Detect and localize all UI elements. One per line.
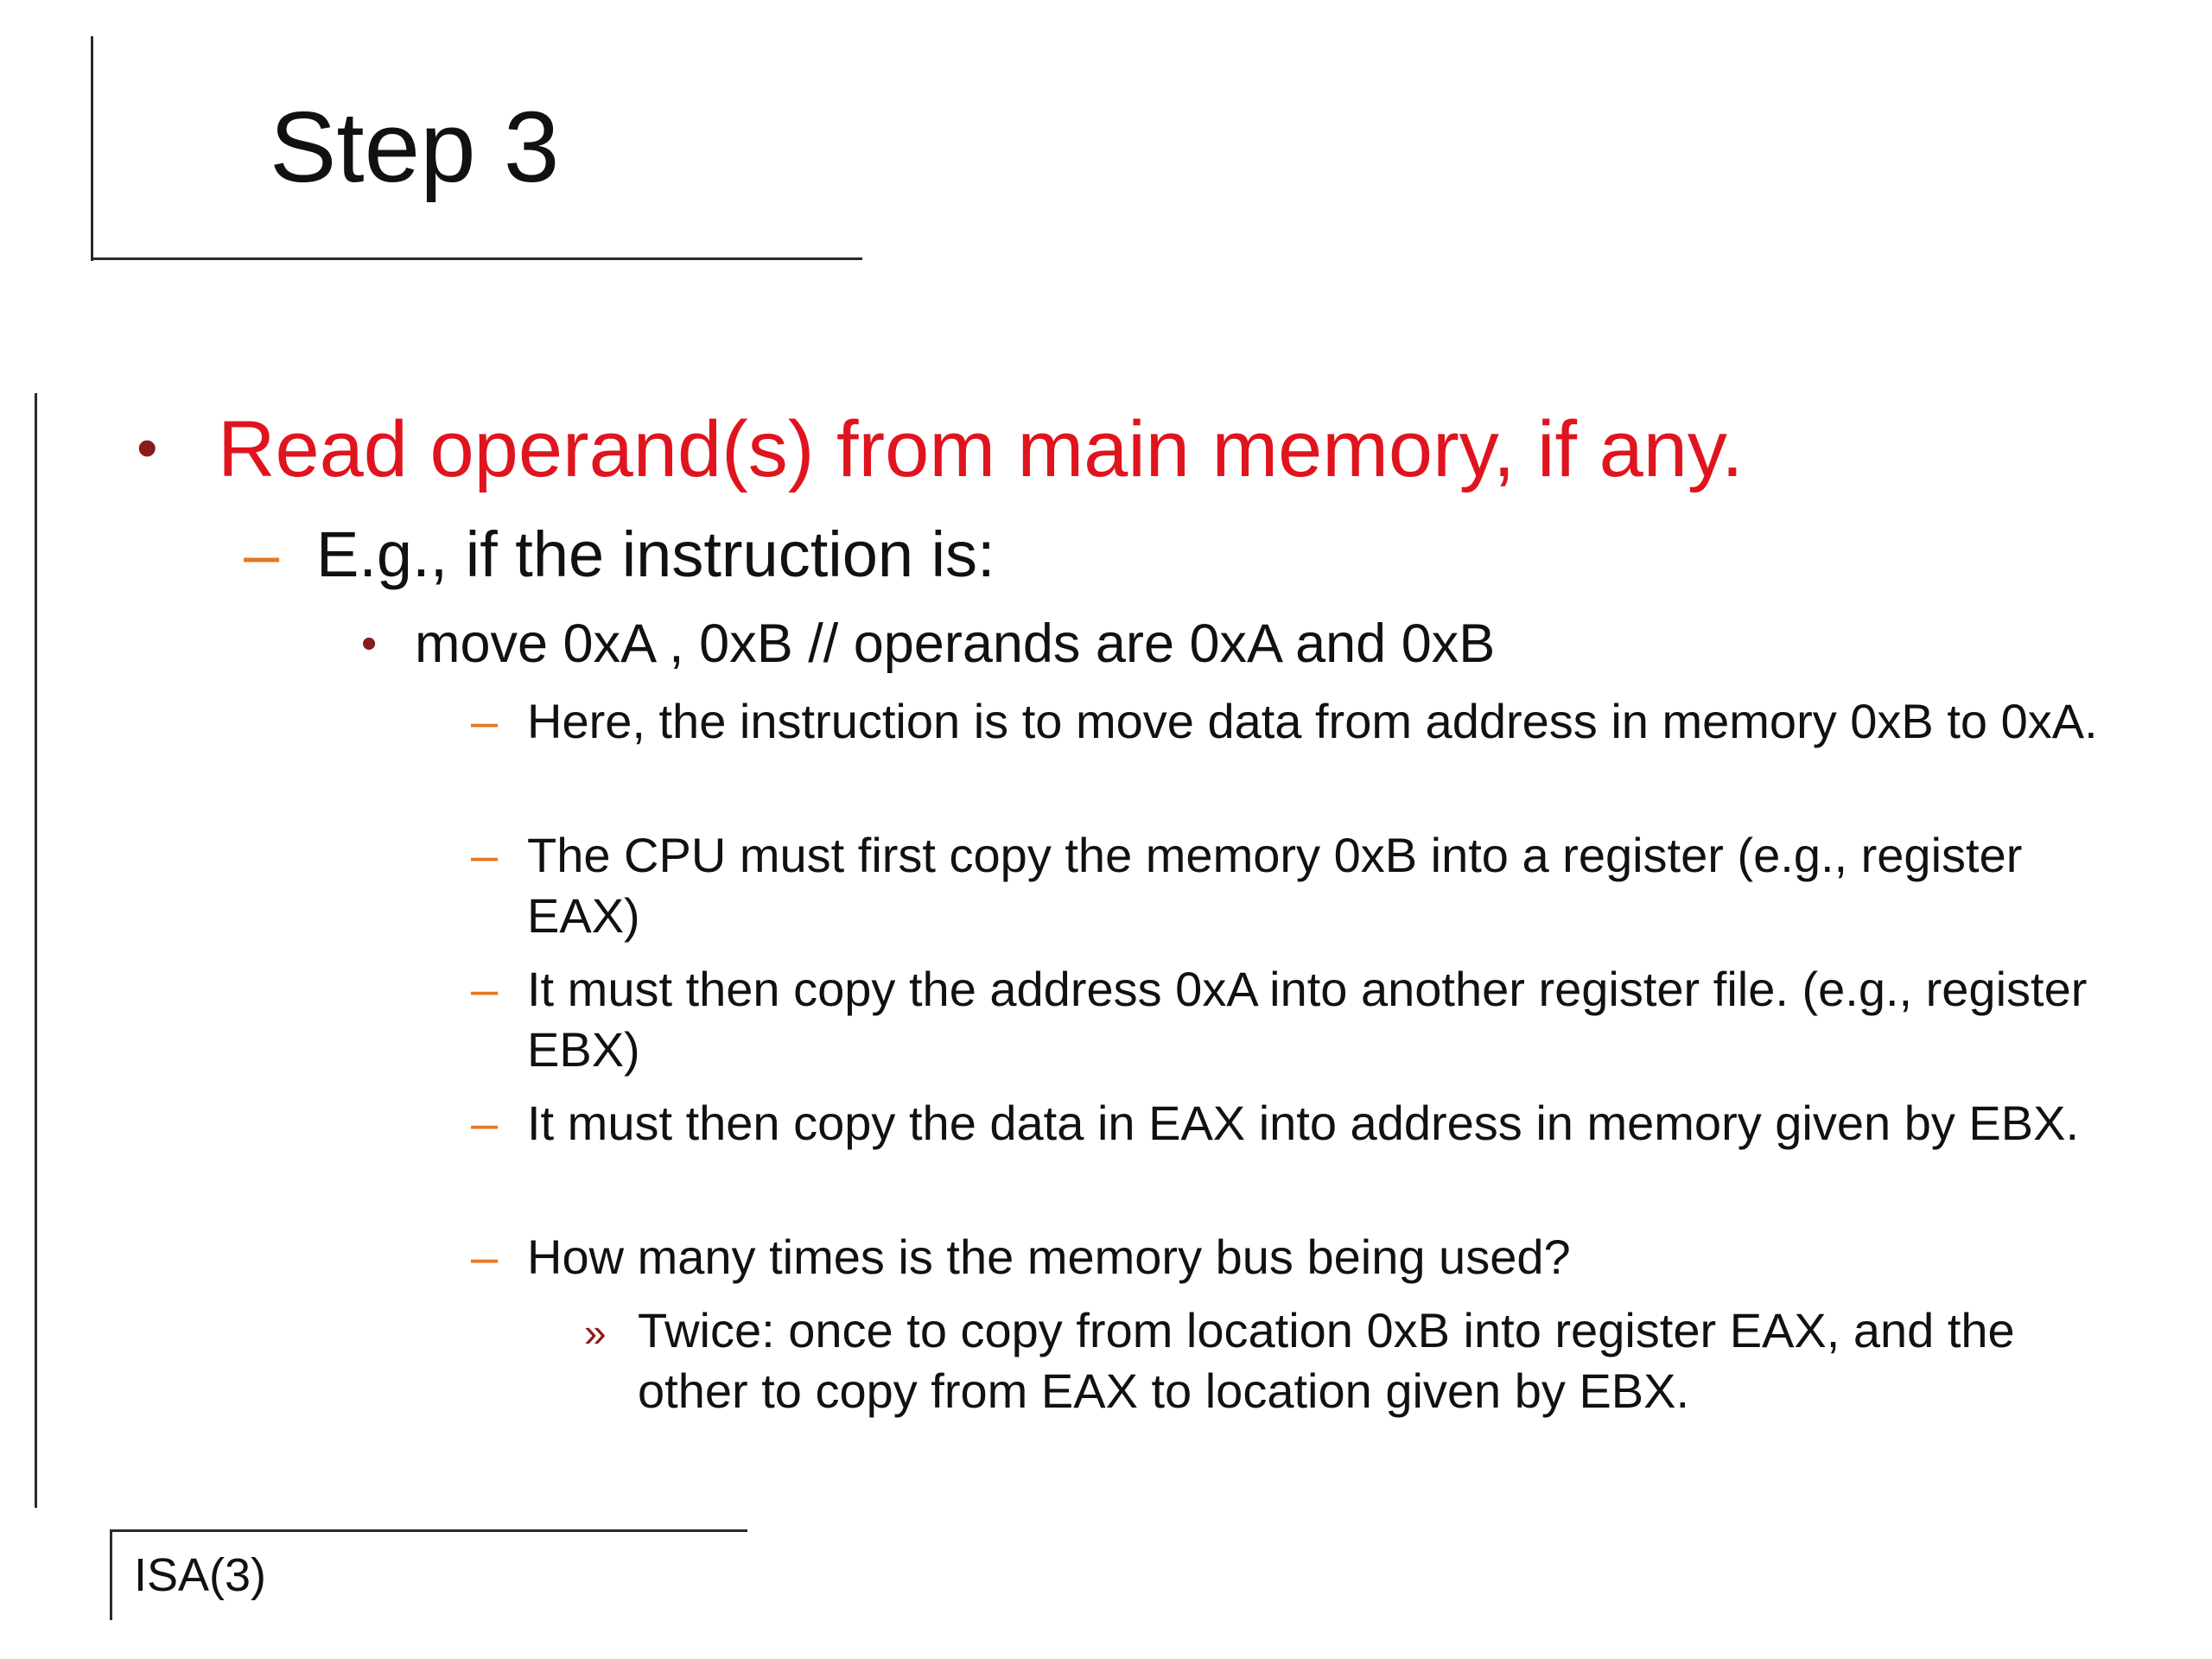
bullet-text-level4: How many times is the memory bus being used? (527, 1230, 1571, 1284)
dash-level4: – (471, 1230, 499, 1284)
bullet-text-level5: Twice: once to copy from location 0xB into register EAX, and the other to copy from EAX to location given by EBX. (638, 1303, 2015, 1418)
dash-level4: – (471, 1096, 499, 1150)
footer-left-rule (110, 1529, 112, 1620)
bullet-text-level3: move 0xA , 0xB // operands are 0xA and 0xB (415, 613, 1496, 674)
bullet-text-level2: E.g., if the instruction is: (316, 518, 995, 590)
dash-level4: – (471, 694, 499, 748)
bullet-text-level4: Here, the instruction is to move data from address in memory 0xB to 0xA. (527, 694, 2098, 748)
bullet-level3: • (361, 619, 378, 669)
bullet-text-level4: It must then copy the data in EAX into address in memory given by EBX. (527, 1096, 2080, 1150)
body-left-rule (35, 393, 37, 1508)
dash-level4: – (471, 962, 499, 1016)
footer-top-rule (110, 1529, 747, 1532)
footer-label: ISA(3) (134, 1549, 267, 1601)
bullet-level1: • (137, 414, 158, 481)
dash-level4: – (471, 828, 499, 882)
bullet-text-level4: The CPU must first copy the memory 0xB into a register (e.g., register EAX) (527, 828, 2023, 943)
dash-level2: – (244, 518, 280, 590)
bullet-text-level4: It must then copy the address 0xA into another register file. (e.g., register EBX) (527, 962, 2088, 1077)
title-bottom-rule (91, 257, 862, 260)
chevron-level5: » (584, 1310, 607, 1355)
slide-title: Step 3 (270, 91, 560, 203)
title-left-rule (91, 36, 93, 261)
bullet-text-level1: Read operand(s) from main memory, if any. (218, 405, 1744, 493)
